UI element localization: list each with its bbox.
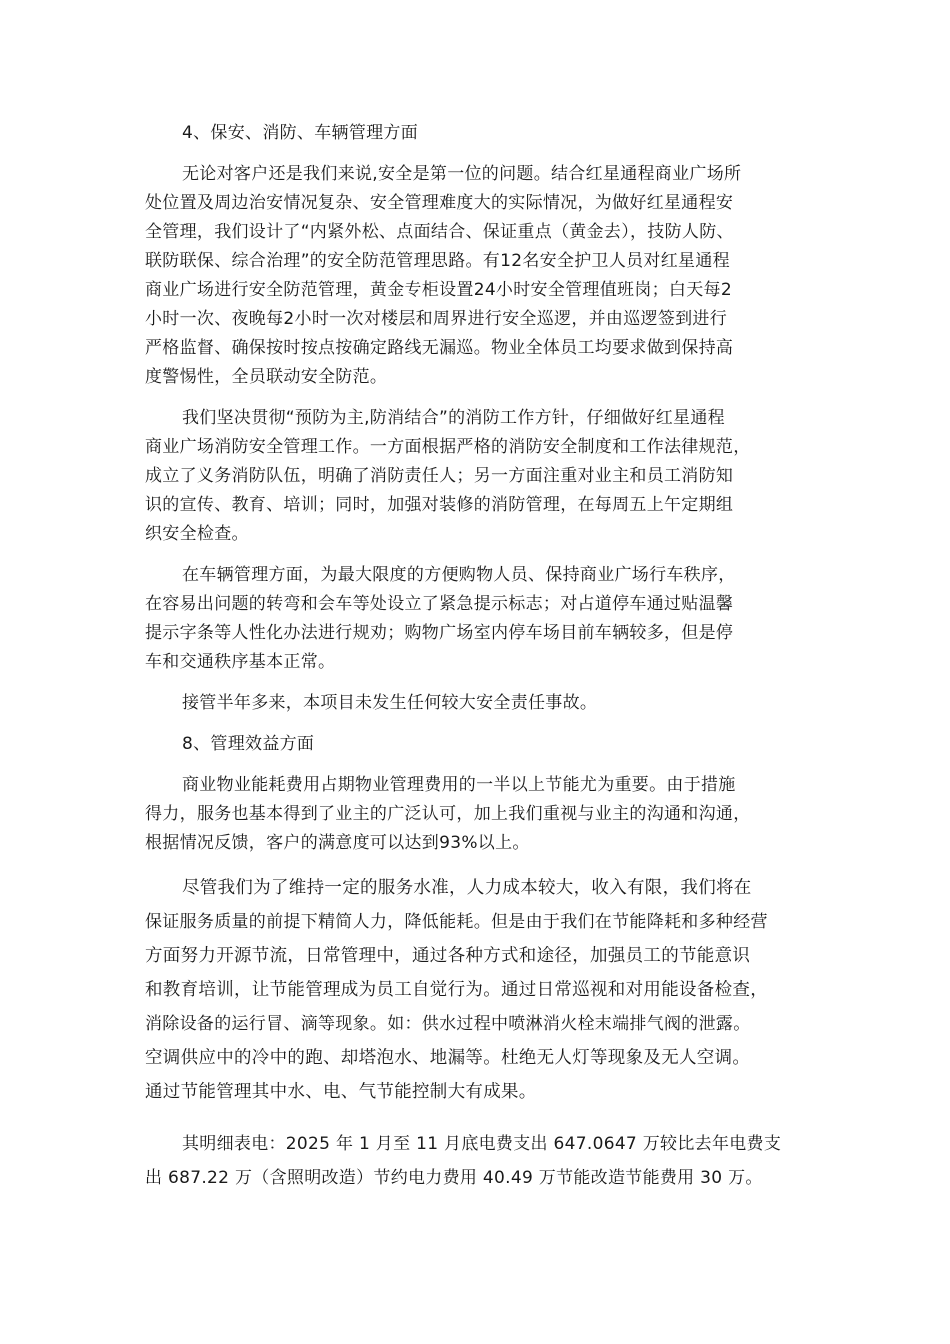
- paragraph-line: 度警惕性，全员联动安全防范。: [145, 367, 388, 387]
- paragraph-line: 提示字条等人性化办法进行规劝；购物广场室内停车场目前车辆较多，但是停: [145, 623, 734, 643]
- paragraph-line: 通过节能管理其中水、电、气节能控制大有成果。: [145, 1082, 537, 1102]
- paragraph-line: 方面努力开源节流，日常管理中，通过各种方式和途径，加强员工的节能意识: [145, 946, 751, 966]
- section-heading-security: 4、保安、消防、车辆管理方面: [182, 123, 419, 143]
- paragraph-line: 我们坚决贯彻“预防为主,防消结合”的消防工作方针，仔细做好红星通程: [182, 408, 725, 428]
- paragraph-line: 处位置及周边治安情况复杂、安全管理难度大的实际情况，为做好红星通程安: [145, 193, 734, 213]
- paragraph-line: 接管半年多来，本项目未发生任何较大安全责任事故。: [182, 693, 598, 713]
- paragraph-line: 和教育培训，让节能管理成为员工自觉行为。通过日常巡视和对用能设备检查，: [145, 980, 768, 1000]
- paragraph-line: 联防联保、综合治理”的安全防范管理思路。有12名安全护卫人员对红星通程: [145, 251, 730, 271]
- paragraph-line: 商业广场进行安全防范管理，黄金专柜设置24小时安全管理值班岗；白天每2: [145, 280, 732, 300]
- paragraph-line: 商业广场消防安全管理工作。一方面根据严格的消防安全制度和工作法律规范，: [145, 437, 751, 457]
- paragraph-line: 消除设备的运行冒、滴等现象。如：供水过程中喷淋消火栓末端排气阀的泄露。: [145, 1014, 751, 1034]
- paragraph-line: 根据情况反馈，客户的满意度可以达到93%以上。: [145, 833, 530, 853]
- paragraph-line: 车和交通秩序基本正常。: [145, 652, 336, 672]
- paragraph-line: 无论对客户还是我们来说,安全是第一位的问题。结合红星通程商业广场所: [182, 164, 742, 184]
- paragraph-line: 得力，服务也基本得到了业主的广泛认可，加上我们重视与业主的沟通和沟通，: [145, 804, 751, 824]
- paragraph-line: 严格监督、确保按时按点按确定路线无漏巡。物业全体员工均要求做到保持高: [145, 338, 734, 358]
- paragraph-line: 空调供应中的冷中的跑、却塔泡水、地漏等。杜绝无人灯等现象及无人空调。: [145, 1048, 751, 1068]
- paragraph-line: 出 687.22 万（含照明改造）节约电力费用 40.49 万节能改造节能费用 30 万。: [145, 1168, 763, 1188]
- paragraph-line: 小时一次、夜晚每2小时一次对楼层和周界进行安全巡逻，并由巡逻签到进行: [145, 309, 728, 329]
- paragraph-line: 全管理，我们设计了“内紧外松、点面结合、保证重点（黄金去），技防人防、: [145, 222, 734, 242]
- paragraph-line: 织安全检查。: [145, 524, 249, 544]
- paragraph-line: 在车辆管理方面，为最大限度的方便购物人员、保持商业广场行车秩序，: [182, 565, 736, 585]
- section-heading-efficiency: 8、管理效益方面: [182, 734, 315, 754]
- paragraph-line: 尽管我们为了维持一定的服务水准，人力成本较大，收入有限，我们将在: [182, 878, 752, 898]
- paragraph-line: 商业物业能耗费用占期物业管理费用的一半以上节能尤为重要。由于措施: [182, 775, 736, 795]
- paragraph-line: 保证服务质量的前提下精简人力，降低能耗。但是由于我们在节能降耗和多种经营: [145, 912, 768, 932]
- paragraph-line: 在容易出问题的转弯和会车等处设立了紧急提示标志；对占道停车通过贴温馨: [145, 594, 734, 614]
- paragraph-line: 识的宣传、教育、培训；同时，加强对装修的消防管理，在每周五上午定期组: [145, 495, 734, 515]
- paragraph-line: 成立了义务消防队伍，明确了消防责任人；另一方面注重对业主和员工消防知: [145, 466, 734, 486]
- paragraph-line: 其明细表电：2025 年 1 月至 11 月底电费支出 647.0647 万较比去年电费支: [182, 1134, 782, 1154]
